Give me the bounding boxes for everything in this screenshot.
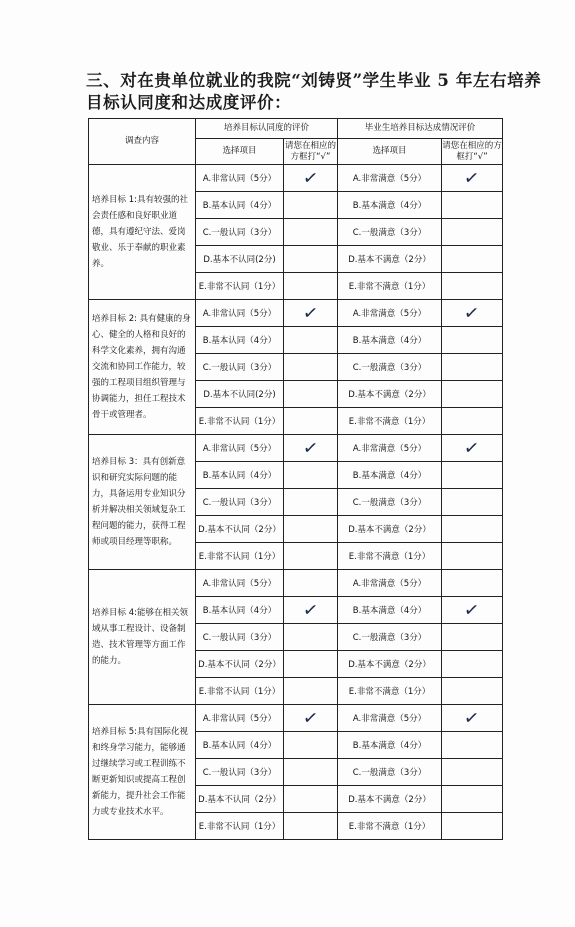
achievement-option: A.非常满意（5分） — [338, 570, 442, 597]
identity-option: B.基本认同（4分） — [196, 597, 284, 624]
achievement-option: E.非常不满意（1分） — [338, 543, 442, 570]
identity-mark-box[interactable] — [284, 732, 338, 759]
identity-mark-box[interactable] — [284, 705, 338, 732]
identity-option: B.基本认同（4分） — [196, 327, 284, 354]
identity-option: C.一般认同（3分） — [196, 219, 284, 246]
identity-option: B.基本认同（4分） — [196, 192, 284, 219]
checkmark-icon: ✓ — [301, 436, 320, 460]
training-goal-5: 培养目标 5:具有国际化视和终身学习能力，能够通过继续学习或工程训练不断更新知识或提高工程创新能力，提升社会工作能力或专业技术水平。 — [89, 705, 196, 840]
achievement-mark-box[interactable] — [442, 516, 503, 543]
table-row — [89, 570, 503, 597]
identity-mark-box[interactable] — [284, 192, 338, 219]
identity-option: D.基本不认同（2分） — [196, 786, 284, 813]
identity-option: D.基本不认同(2分) — [196, 246, 284, 273]
achievement-option: D.基本不满意（2分） — [338, 651, 442, 678]
achievement-option: B.基本满意（4分） — [338, 597, 442, 624]
achievement-mark-box[interactable] — [442, 705, 503, 732]
identity-option: A.非常认同（5分） — [196, 570, 284, 597]
achievement-mark-box[interactable] — [442, 192, 503, 219]
identity-option: D.基本不认同（2分） — [196, 516, 284, 543]
achievement-option: A.非常满意（5分） — [338, 435, 442, 462]
subheader-mark-instruction: 请您在相应的方框打“√” — [284, 139, 338, 165]
identity-option: A.非常认同（5分） — [196, 705, 284, 732]
achievement-mark-box[interactable] — [442, 543, 503, 570]
achievement-option: B.基本满意（4分） — [338, 732, 442, 759]
checkmark-icon: ✓ — [301, 301, 320, 325]
achievement-mark-box[interactable] — [442, 489, 503, 516]
identity-option: C.一般认同（3分） — [196, 489, 284, 516]
table-row — [89, 705, 503, 732]
checkmark-icon: ✓ — [463, 706, 481, 730]
identity-mark-box[interactable] — [284, 624, 338, 651]
achievement-mark-box[interactable] — [442, 651, 503, 678]
identity-mark-box[interactable] — [284, 786, 338, 813]
achievement-mark-box[interactable] — [442, 624, 503, 651]
identity-option: D.基本不认同（2分） — [196, 651, 284, 678]
checkmark-icon: ✓ — [301, 598, 320, 622]
achievement-option: D.基本不满意（2分） — [338, 246, 442, 273]
table-row — [89, 165, 503, 192]
achievement-option: B.基本满意（4分） — [338, 462, 442, 489]
achievement-mark-box[interactable] — [442, 408, 503, 435]
achievement-option: B.基本满意（4分） — [338, 192, 442, 219]
achievement-option: E.非常不满意（1分） — [338, 273, 442, 300]
achievement-mark-box[interactable] — [442, 246, 503, 273]
identity-mark-box[interactable] — [284, 327, 338, 354]
achievement-mark-box[interactable] — [442, 570, 503, 597]
achievement-option: C.一般满意（3分） — [338, 759, 442, 786]
achievement-option: D.基本不满意（2分） — [338, 516, 442, 543]
header-identity-evaluation: 培养目标认同度的评价 — [196, 119, 338, 139]
identity-option: E.非常不认同（1分） — [196, 678, 284, 705]
achievement-option: D.基本不满意（2分） — [338, 786, 442, 813]
checkmark-icon: ✓ — [463, 301, 481, 325]
identity-mark-box[interactable] — [284, 678, 338, 705]
achievement-mark-box[interactable] — [442, 813, 503, 840]
identity-mark-box[interactable] — [284, 543, 338, 570]
achievement-mark-box[interactable] — [442, 597, 503, 624]
identity-option: E.非常不认同（1分） — [196, 273, 284, 300]
identity-mark-box[interactable] — [284, 759, 338, 786]
training-goal-4: 培养目标 4:能够在相关领域从事工程设计、设备制造、技术管理等方面工作的能力。 — [89, 570, 196, 705]
achievement-option: C.一般满意（3分） — [338, 489, 442, 516]
subheader-mark-instruction: 请您在相应的方框打“√” — [442, 139, 503, 165]
table-row — [89, 300, 503, 327]
table-body — [89, 165, 503, 840]
achievement-mark-box[interactable] — [442, 732, 503, 759]
subheader-select-item: 选择项目 — [338, 139, 442, 165]
checkmark-icon: ✓ — [463, 166, 481, 190]
achievement-mark-box[interactable] — [442, 462, 503, 489]
identity-mark-box[interactable] — [284, 246, 338, 273]
identity-option: A.非常认同（5分） — [196, 435, 284, 462]
identity-option: B.基本认同（4分） — [196, 732, 284, 759]
training-goal-2: 培养目标 2: 具有健康的身心、健全的人格和良好的科学文化素养，拥有沟通交流和协同工作能力，较强的工程项目组织管理与协调能力，担任工程技术骨干或管理者。 — [89, 300, 196, 435]
identity-mark-box[interactable] — [284, 516, 338, 543]
checkmark-icon: ✓ — [463, 436, 481, 460]
achievement-option: C.一般满意（3分） — [338, 624, 442, 651]
header-survey-content: 调查内容 — [89, 119, 196, 165]
identity-mark-box[interactable] — [284, 408, 338, 435]
identity-mark-box[interactable] — [284, 570, 338, 597]
identity-option: A.非常认同（5分） — [196, 300, 284, 327]
achievement-option: A.非常满意（5分） — [338, 165, 442, 192]
achievement-mark-box[interactable] — [442, 786, 503, 813]
evaluation-table — [88, 118, 503, 840]
achievement-mark-box[interactable] — [442, 300, 503, 327]
identity-option: D.基本不认同(2分) — [196, 381, 284, 408]
achievement-mark-box[interactable] — [442, 354, 503, 381]
achievement-mark-box[interactable] — [442, 273, 503, 300]
header-achievement-evaluation: 毕业生培养目标达成情况评价 — [338, 119, 503, 139]
achievement-option: E.非常不满意（1分） — [338, 408, 442, 435]
training-goal-3: 培养目标 3：具有创新意识和研究实际问题的能力，具备运用专业知识分析并解决相关领域复杂工程问题的能力，获得工程师或项目经理等职称。 — [89, 435, 196, 570]
identity-mark-box[interactable] — [284, 489, 338, 516]
table-row — [89, 435, 503, 462]
achievement-option: A.非常满意（5分） — [338, 705, 442, 732]
identity-mark-box[interactable] — [284, 462, 338, 489]
identity-mark-box[interactable] — [284, 219, 338, 246]
identity-mark-box[interactable] — [284, 165, 338, 192]
achievement-mark-box[interactable] — [442, 219, 503, 246]
achievement-mark-box[interactable] — [442, 381, 503, 408]
identity-option: C.一般认同（3分） — [196, 759, 284, 786]
identity-option: B.基本认同（4分） — [196, 462, 284, 489]
identity-option: C.一般认同（3分） — [196, 624, 284, 651]
checkmark-icon: ✓ — [301, 706, 320, 730]
identity-mark-box[interactable] — [284, 300, 338, 327]
identity-mark-box[interactable] — [284, 354, 338, 381]
identity-option: C.一般认同（3分） — [196, 354, 284, 381]
achievement-option: B.基本满意（4分） — [338, 327, 442, 354]
training-goal-1: 培养目标 1:具有较强的社会责任感和良好职业道德，具有遵纪守法、爱岗敬业、乐于奉献的职业素养。 — [89, 165, 196, 300]
achievement-option: A.非常满意（5分） — [338, 300, 442, 327]
identity-option: E.非常不认同（1分） — [196, 408, 284, 435]
achievement-mark-box[interactable] — [442, 678, 503, 705]
achievement-option: E.非常不满意（1分） — [338, 813, 442, 840]
checkmark-icon: ✓ — [463, 598, 481, 622]
section-heading: 三、对在贵单位就业的我院“刘铸贤”学生毕业 5 年左右培养目标认同度和达成度评价： — [86, 71, 542, 112]
identity-mark-box[interactable] — [284, 597, 338, 624]
achievement-mark-box[interactable] — [442, 327, 503, 354]
subheader-select-item: 选择项目 — [196, 139, 284, 165]
achievement-option: C.一般满意（3分） — [338, 354, 442, 381]
identity-mark-box[interactable] — [284, 435, 338, 462]
checkmark-icon: ✓ — [301, 166, 320, 190]
identity-option: A.非常认同（5分） — [196, 165, 284, 192]
achievement-mark-box[interactable] — [442, 759, 503, 786]
identity-mark-box[interactable] — [284, 651, 338, 678]
identity-option: E.非常不认同（1分） — [196, 543, 284, 570]
achievement-option: C.一般满意（3分） — [338, 219, 442, 246]
identity-mark-box[interactable] — [284, 813, 338, 840]
identity-option: E.非常不认同（1分） — [196, 813, 284, 840]
achievement-option: D.基本不满意（2分） — [338, 381, 442, 408]
identity-mark-box[interactable] — [284, 381, 338, 408]
identity-mark-box[interactable] — [284, 273, 338, 300]
achievement-mark-box[interactable] — [442, 435, 503, 462]
achievement-option: E.非常不满意（1分） — [338, 678, 442, 705]
achievement-mark-box[interactable] — [442, 165, 503, 192]
